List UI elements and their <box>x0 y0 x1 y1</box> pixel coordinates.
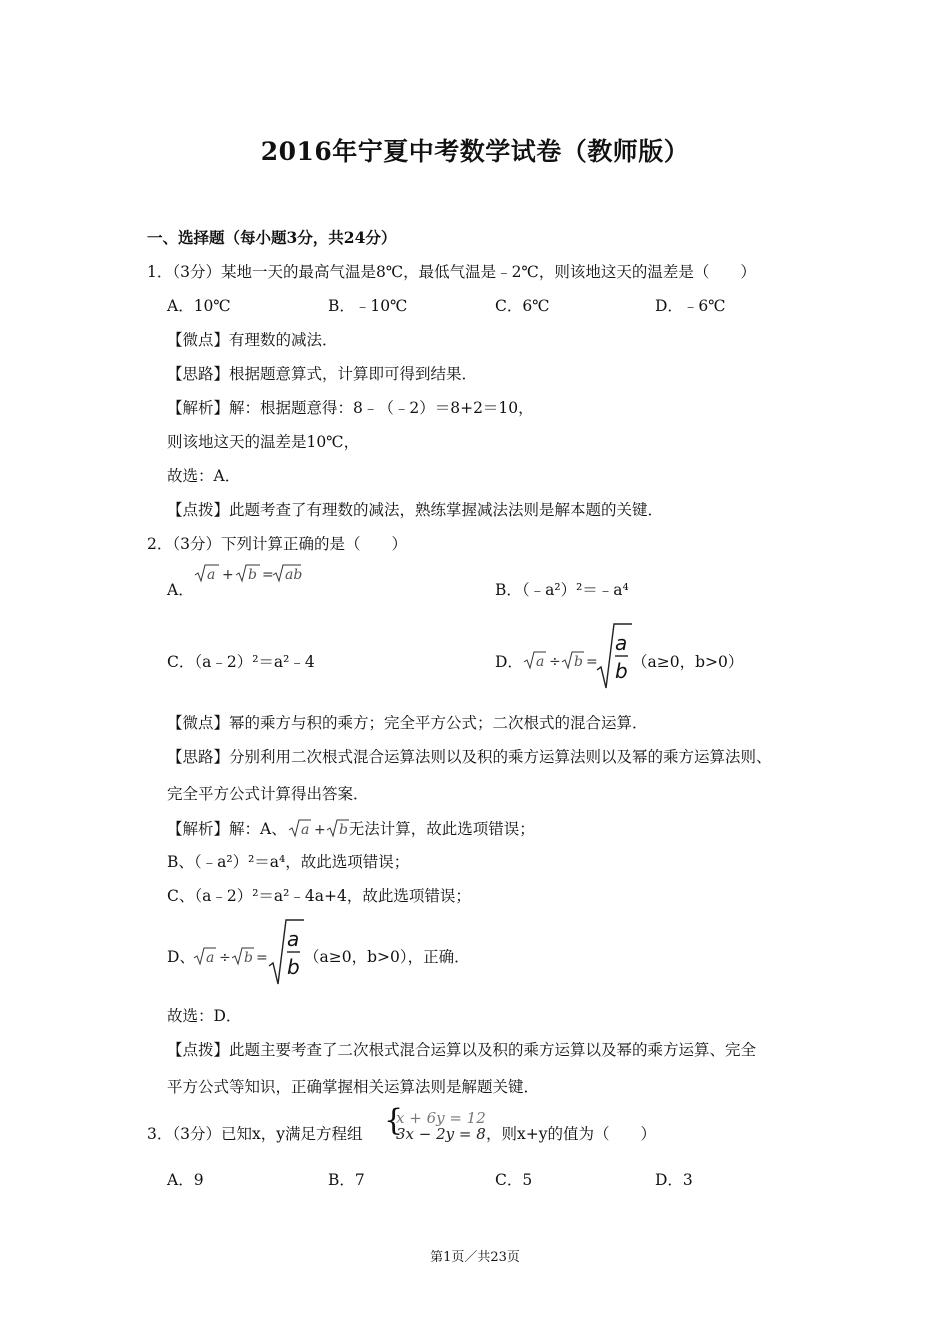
svg-text:+: + <box>313 822 326 838</box>
q2-jiexi-c: C、（a﹣2）²＝a²﹣4a+4，故此选项错误； <box>167 887 471 905</box>
svg-text:b: b <box>574 654 583 670</box>
q2-jiexi-d-suffix: （a≥0，b>0），正确． <box>304 948 470 966</box>
q1-answer: 故选：A． <box>167 467 241 485</box>
q3-option-d: D．3 <box>655 1171 693 1189</box>
q2-option-d-label: D． <box>495 653 523 671</box>
q1-option-b: B．﹣10℃ <box>328 297 408 315</box>
q2-option-d-formula <box>520 622 632 690</box>
q2-answer: 故选：D． <box>167 1007 242 1025</box>
section-heading: 一、选择题（每小题3分，共24分） <box>147 228 397 247</box>
q2-jiexi-a <box>167 818 535 839</box>
q2-dianbo-1: 【点拨】此题主要考查了二次根式混合运算以及积的乘方运算以及幂的乘方运算、完全 <box>167 1041 757 1059</box>
q1-silu: 【思路】根据题意算式，计算即可得到结果． <box>167 365 478 383</box>
svg-text:a: a <box>206 950 215 966</box>
q1-option-c: C．6℃ <box>495 297 550 315</box>
system-brace: { <box>384 1103 404 1138</box>
q2-stem: 2．（3分）下列计算正确的是（ ） <box>147 535 407 553</box>
svg-text:=: = <box>262 567 274 583</box>
q2-jiexi-a-prefix: 【解析】解：A、 <box>167 820 287 838</box>
q2-jiexi-b: B、（﹣a²）²＝a⁴，故此选项错误； <box>167 853 410 871</box>
q1-stem: 1．（3分）某地一天的最高气温是8℃，最低气温是﹣2℃，则该地这天的温差是（ ） <box>147 263 756 281</box>
q2-silu-2: 完全平方公式计算得出答案． <box>167 785 369 803</box>
q2-option-a-label: A． <box>167 581 194 599</box>
q1-dianbo: 【点拨】此题考查了有理数的减法，熟练掌握减法法则是解本题的关键． <box>167 501 664 519</box>
q1-weidian: 【微点】有理数的减法． <box>167 331 338 349</box>
svg-text:=: = <box>256 950 268 966</box>
q2-option-a-formula <box>193 562 303 584</box>
svg-text:=: = <box>586 654 598 670</box>
q2-jiexi-a-formula <box>287 818 349 838</box>
q2-dianbo-2: 平方公式等知识，正确掌握相关运算法则是解题关键． <box>167 1078 540 1096</box>
q2-jiexi-d-formula <box>192 918 304 986</box>
svg-text:ab: ab <box>285 567 303 583</box>
svg-text:b: b <box>287 955 300 979</box>
svg-text:b: b <box>615 659 628 683</box>
q2-jiexi-a-suffix: 无法计算，故此选项错误； <box>348 820 535 838</box>
svg-text:a: a <box>207 567 216 583</box>
q3-equation-1: x + 6y = 12 <box>396 1109 486 1127</box>
svg-text:÷: ÷ <box>219 950 231 966</box>
q3-option-b: B．7 <box>328 1171 365 1189</box>
q2-option-c: C．（a﹣2）²＝a²﹣4 <box>167 653 315 671</box>
q1-option-d: D．﹣6℃ <box>655 297 726 315</box>
q3-equation-2: 3x − 2y = 8 <box>396 1125 486 1143</box>
page-footer: 第1页／共23页 <box>430 1250 520 1265</box>
q3-option-a: A．9 <box>167 1171 204 1189</box>
q2-jiexi-d-prefix: D、 <box>167 948 195 966</box>
q1-option-a: A．10℃ <box>167 297 231 315</box>
svg-text:a: a <box>615 631 628 655</box>
svg-text:a: a <box>300 822 310 838</box>
q3-stem-suffix: ，则x+y的值为（ ） <box>486 1125 656 1143</box>
svg-text:a: a <box>287 927 300 951</box>
q3-option-c: C．5 <box>495 1171 533 1189</box>
svg-text:b: b <box>248 567 257 583</box>
q1-jiexi-2: 则该地这天的温差是10℃， <box>167 433 360 451</box>
svg-text:b: b <box>244 950 253 966</box>
q3-stem-prefix: 3．（3分）已知x，y满足方程组 <box>147 1125 363 1143</box>
svg-text:÷: ÷ <box>549 654 561 670</box>
svg-text:b: b <box>338 822 348 838</box>
page-title: 2016年宁夏中考数学试卷（教师版） <box>260 137 690 166</box>
q1-jiexi: 【解析】解：根据题意得：8﹣（﹣2）＝8+2＝10， <box>167 399 534 417</box>
q2-option-d-condition: （a≥0，b>0） <box>632 653 744 671</box>
q2-silu-1: 【思路】分别利用二次根式混合运算法则以及积的乘方运算法则以及幂的乘方运算法则、 <box>167 748 772 766</box>
svg-text:+: + <box>222 567 234 583</box>
q2-option-b: B．（﹣a²）²＝﹣a⁴ <box>495 581 629 599</box>
q2-weidian: 【微点】幂的乘方与积的乘方；完全平方公式；二次根式的混合运算． <box>167 714 648 732</box>
svg-text:a: a <box>536 654 545 670</box>
